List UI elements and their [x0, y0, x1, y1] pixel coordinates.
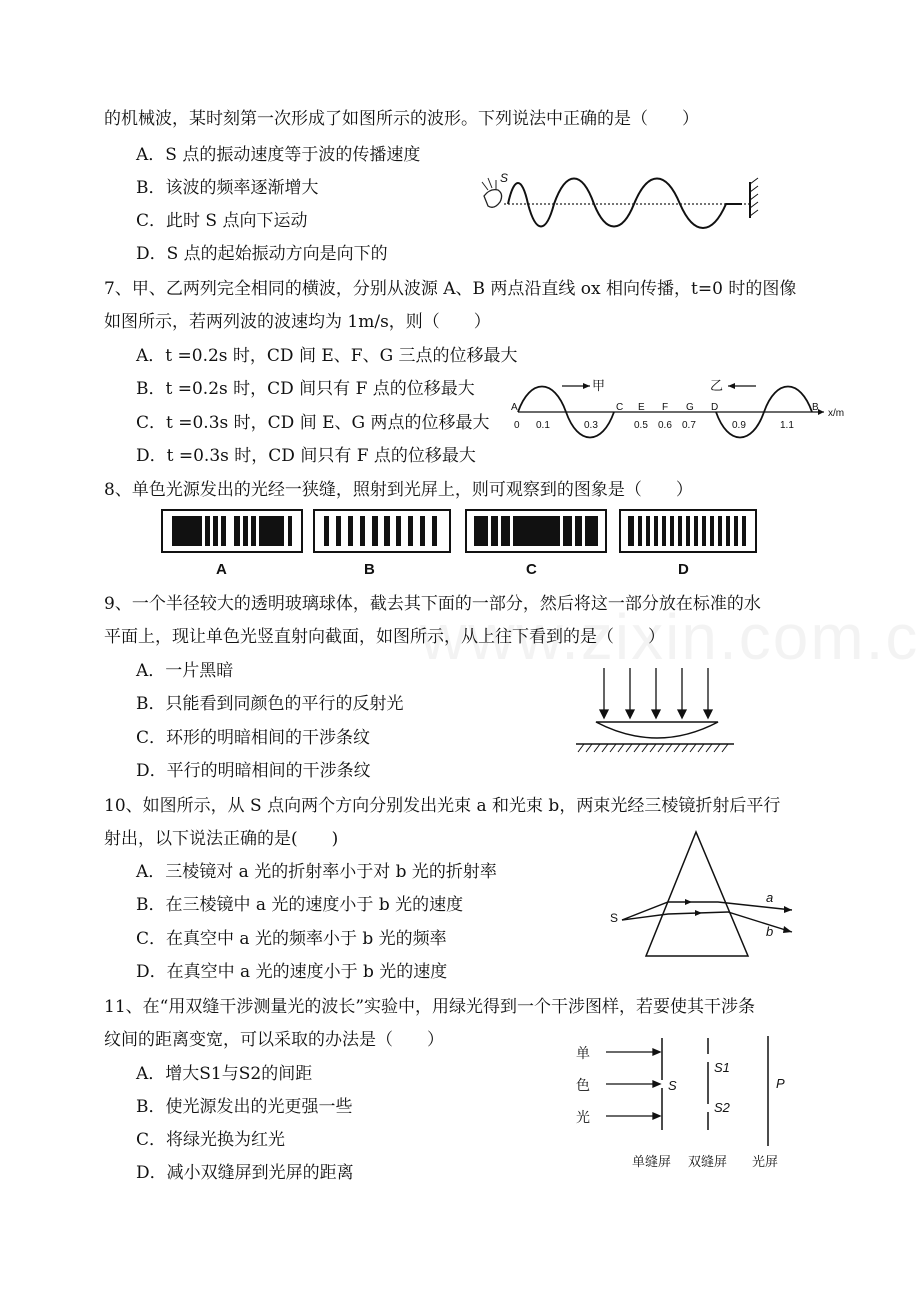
q10-prism-figure [606, 828, 806, 962]
q11-source-char-1: 单 [576, 1045, 590, 1061]
q10-option-d: D．在真空中 a 光的速度小于 b 光的速度 [136, 962, 448, 982]
q6-wave-figure [478, 168, 778, 248]
q7-tick-01: 0.1 [536, 420, 550, 431]
q11-option-d: D．减小双缝屏到光屏的距离 [136, 1163, 354, 1183]
q7-wave-figure [506, 372, 856, 462]
q10-prism [646, 832, 748, 956]
q10-option-c: C．在真空中 a 光的频率小于 b 光的频率 [136, 929, 447, 949]
q11-source-char-2: 色 [576, 1077, 590, 1093]
q6-wave [508, 179, 742, 229]
q6-option-c: C．此时 S 点向下运动 [136, 211, 308, 231]
q11-option-b: B．使光源发出的光更强一些 [136, 1097, 353, 1117]
q7-stem-1: 7、甲、乙两列完全相同的横波，分别从波源 A、B 两点沿直线 ox 相向传播，t=0 时的图像 [104, 279, 797, 299]
q7-wave-b-label: 乙 [710, 378, 724, 393]
q8-label-c: C [526, 561, 537, 578]
q9-stem-2: 平面上，现让单色光竖直射向截面，如图所示，从上往下看到的是（ ） [104, 627, 665, 647]
q9-lens [596, 722, 718, 738]
q9-stem-1: 9、一个半径较大的透明玻璃球体，截去其下面的一部分，然后将这一部分放在标准的水 [104, 594, 761, 614]
q7-point-b: B [812, 402, 819, 413]
q11-label-s: S [668, 1078, 677, 1093]
q7-tick-0: 0 [514, 420, 520, 431]
q7-option-a: A．t =0.2s 时，CD 间 E、F、G 三点的位移最大 [136, 346, 518, 366]
q7-axis-label: x/m [828, 408, 845, 419]
q7-tick-07: 0.7 [682, 420, 696, 431]
q11-source-char-3: 光 [576, 1109, 590, 1125]
q7-point-e: E [638, 402, 645, 413]
q6-option-a: A．S 点的振动速度等于波的传播速度 [136, 145, 421, 165]
q11-option-a: A．增大S1与S2的间距 [136, 1064, 313, 1084]
q8-label-a: A [216, 561, 227, 578]
q8-patterns-figure [158, 506, 768, 578]
q11-stem-2: 纹间的距离变宽，可以采取的办法是（ ） [104, 1030, 444, 1050]
q9-option-a: A．一片黑暗 [136, 661, 234, 681]
q6-wall-hatch [750, 178, 758, 216]
q6-stem: 的机械波，某时刻第一次形成了如图所示的波形。下列说法中正确的是（ ） [104, 109, 699, 129]
q7-tick-06: 0.6 [658, 420, 672, 431]
hand-fingers-icon [482, 178, 496, 190]
q6-option-d: D．S 点的起始振动方向是向下的 [136, 244, 388, 264]
q7-point-f: F [662, 402, 669, 413]
q11-label-s2: S2 [714, 1100, 730, 1115]
q10-stem-1: 10、如图所示，从 S 点向两个方向分别发出光束 a 和光束 b，两束光经三棱镜折射后平行 [104, 796, 781, 816]
q10-label-s: S [610, 911, 619, 925]
q6-fig-s: S [500, 171, 509, 185]
q10-option-b: B．在三棱镜中 a 光的速度小于 b 光的速度 [136, 895, 464, 915]
q7-point-a: A [511, 402, 518, 413]
q7-option-d: D．t =0.3s 时，CD 间只有 F 点的位移最大 [136, 446, 476, 466]
q11-double-slit-figure [570, 1034, 800, 1174]
q10-label-a: a [766, 890, 774, 905]
q8-label-b: B [364, 561, 375, 578]
q11-stem-1: 11、在“用双缝干涉测量光的波长”实验中，用绿光得到一个干涉图样，若要使其干涉条 [104, 997, 756, 1017]
q11-screen-double: 双缝屏 [688, 1154, 728, 1169]
q9-option-b: B．只能看到同颜色的平行的反射光 [136, 694, 404, 714]
q10-option-a: A．三棱镜对 a 光的折射率小于对 b 光的折射率 [136, 862, 497, 882]
q7-tick-03: 0.3 [584, 420, 598, 431]
q11-label-s1: S1 [714, 1060, 730, 1075]
q7-option-c: C．t =0.3s 时，CD 间 E、G 两点的位移最大 [136, 413, 490, 433]
q11-option-c: C．将绿光换为红光 [136, 1130, 286, 1150]
q6-option-b: B．该波的频率逐渐增大 [136, 178, 319, 198]
q10-label-b: b [766, 924, 774, 939]
q7-tick-05: 0.5 [634, 420, 648, 431]
q7-tick-11: 1.1 [780, 420, 794, 431]
q11-screen-single: 单缝屏 [632, 1154, 672, 1169]
q7-option-b: B．t =0.2s 时，CD 间只有 F 点的位移最大 [136, 379, 475, 399]
q7-wave-a-label: 甲 [592, 378, 606, 393]
q11-label-p: P [776, 1076, 785, 1091]
hand-icon [484, 190, 502, 208]
q7-point-d: D [711, 402, 719, 413]
q9-option-c: C．环形的明暗相间的干涉条纹 [136, 728, 371, 748]
q7-stem-2: 如图所示，若两列波的波速均为 1m/s，则（ ） [104, 312, 491, 332]
q10-stem-2: 射出，以下说法正确的是( ) [104, 829, 339, 849]
q8-label-d: D [678, 561, 689, 578]
q7-tick-09: 0.9 [732, 420, 746, 431]
q8-stem: 8、单色光源发出的光经一狭缝，照射到光屏上，则可观察到的图象是（ ） [104, 480, 693, 500]
q11-screen-light: 光屏 [752, 1154, 779, 1169]
q9-option-d: D．平行的明暗相间的干涉条纹 [136, 761, 371, 781]
q7-point-c: C [616, 402, 624, 413]
q9-lens-figure [572, 664, 738, 760]
q7-point-g: G [686, 402, 694, 413]
